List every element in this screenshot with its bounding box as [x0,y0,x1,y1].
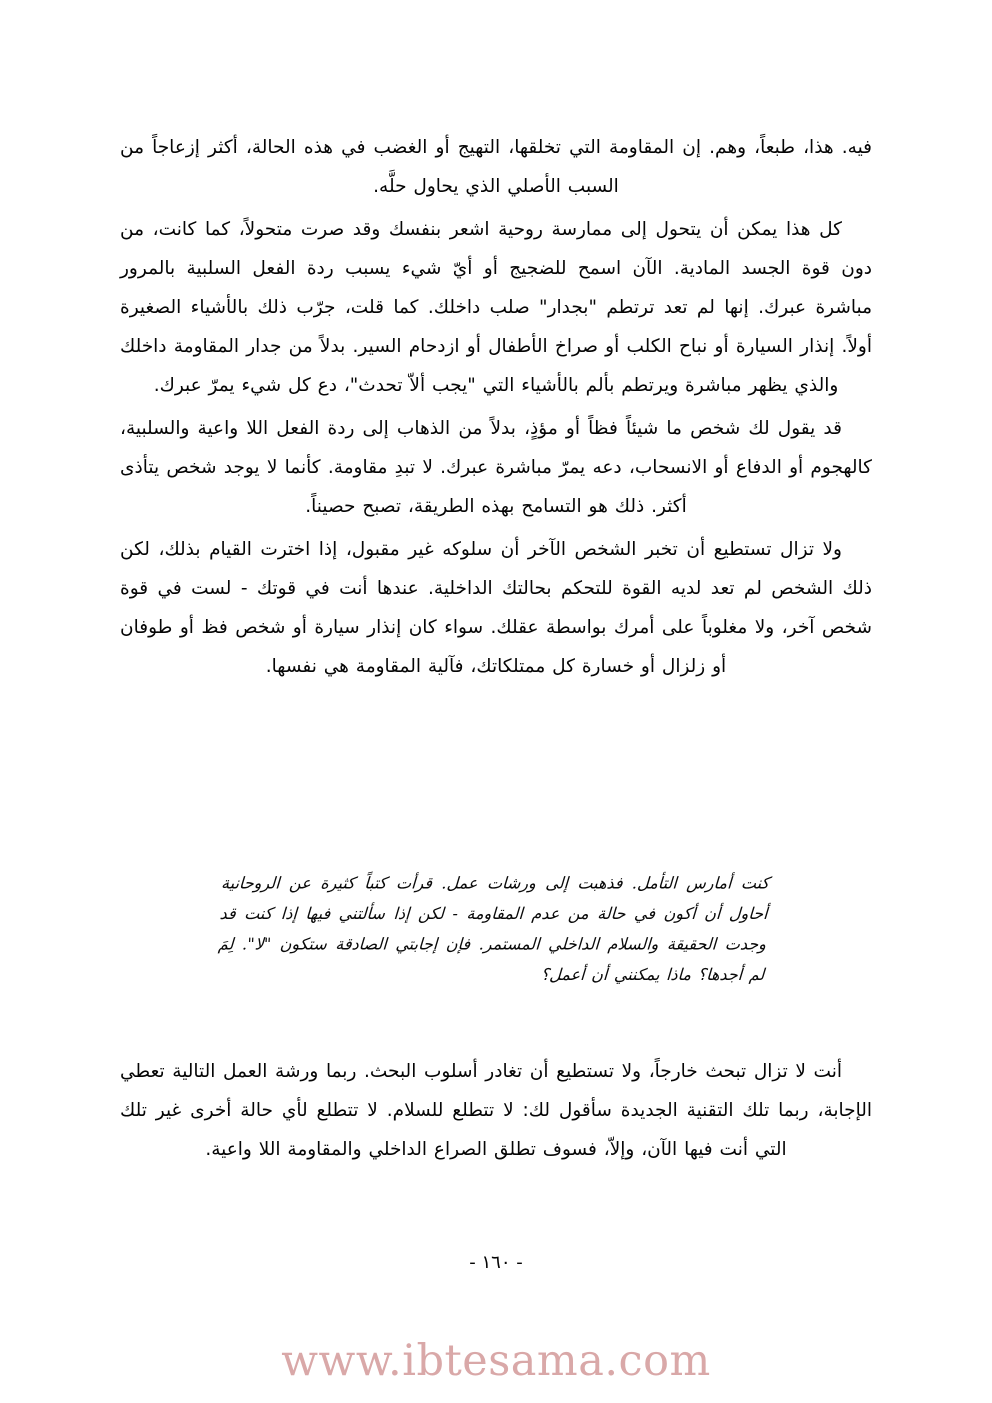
paragraph-2: كل هذا يمكن أن يتحول إلى ممارسة روحية اشعر بنفسك وقد صرت متحولاً، كما كانت، من دون قوة الجسد المادية. الآن اسمح للضجيج أو أيّ شيء يسبب ردة الفعل السلبية بالمرور مباشرة عبرك. إنها لم تعد ترتطم "بجدار" صلب داخلك. كما قلت، جرّب ذلك بالأشياء الصغيرة أولاً. إنذار السيارة أو نباح الكلب أو صراخ الأطفال أو ازدحام السير. بدلاً من جدار المقاومة داخلك والذي يظهر مباشرة ويرتطم بألم بالأشياء التي "يجب ألاّ تحدث"، دع كل شيء يمرّ عبرك. [120,219,872,396]
handwritten-quote-block [217,868,770,988]
paragraph-4: ولا تزال تستطيع أن تخبر الشخص الآخر أن سلوكه غير مقبول، إذا اخترت القيام بذلك، لكن ذلك الشخص لم تعد لديه القوة للتحكم بحالتك الداخلية. عندها أنت في قوتك - لست في قوة شخص آخر، ولا مغلوباً على أمرك بواسطة عقلك. سواء كان إنذار سيارة أو شخص فظ أو طوفان أو زلزال أو خسارة كل ممتلكاتك، فآلية المقاومة هي نفسها. [120,539,872,677]
paragraph-1: فيه. هذا، طبعاً، وهم. إن المقاومة التي تخلقها، التهيج أو الغضب في هذه الحالة، أكثر إزعاجاً من السبب الأصلي الذي يحاول حلَّه. [120,137,872,197]
site-watermark: www.ibtesama.com [281,1336,711,1386]
handwritten-quote-text: كنت أمارس التأمل. فذهبت إلى ورشات عمل. قرأت كتباً كثيرة عن الروحانية أحاول أن أكون في حالة من عدم المقاومة - لكن إذا سألتني فيها إذا كنت قد وجدت الحقيقة والسلام الداخلي المستمر. فإن إجابتي الصادقة ستكون "لا". لِمَ لم أجدها؟ ماذا يمكنني أن أعمل؟ [217,873,770,985]
page-number: - ١٦٠ - [469,1252,523,1273]
paragraph-3: قد يقول لك شخص ما شيئاً فظاً أو مؤذٍ، بدلاً من الذهاب إلى ردة الفعل اللا واعية والسلبية، كالهجوم أو الدفاع أو الانسحاب، دعه يمرّ مباشرة عبرك. لا تبدِ مقاومة. كأنما لا يوجد شخص يتأذى أكثر. ذلك هو التسامح بهذه الطريقة، تصبح حصيناً. [120,418,872,517]
closing-text-column [120,1052,872,1173]
paragraph-5: أنت لا تزال تبحث خارجاً، ولا تستطيع أن تغادر أسلوب البحث. ربما ورشة العمل التالية تعطي الإجابة، ربما تلك التقنية الجديدة سأقول لك: لا تتطلع للسلام. لا تتطلع لأي حالة أخرى غير تلك التي أنت فيها الآن، وإلاّ، فسوف تطلق الصراع الداخلي والمقاومة اللا واعية. [120,1061,872,1160]
main-text-column [120,128,872,690]
